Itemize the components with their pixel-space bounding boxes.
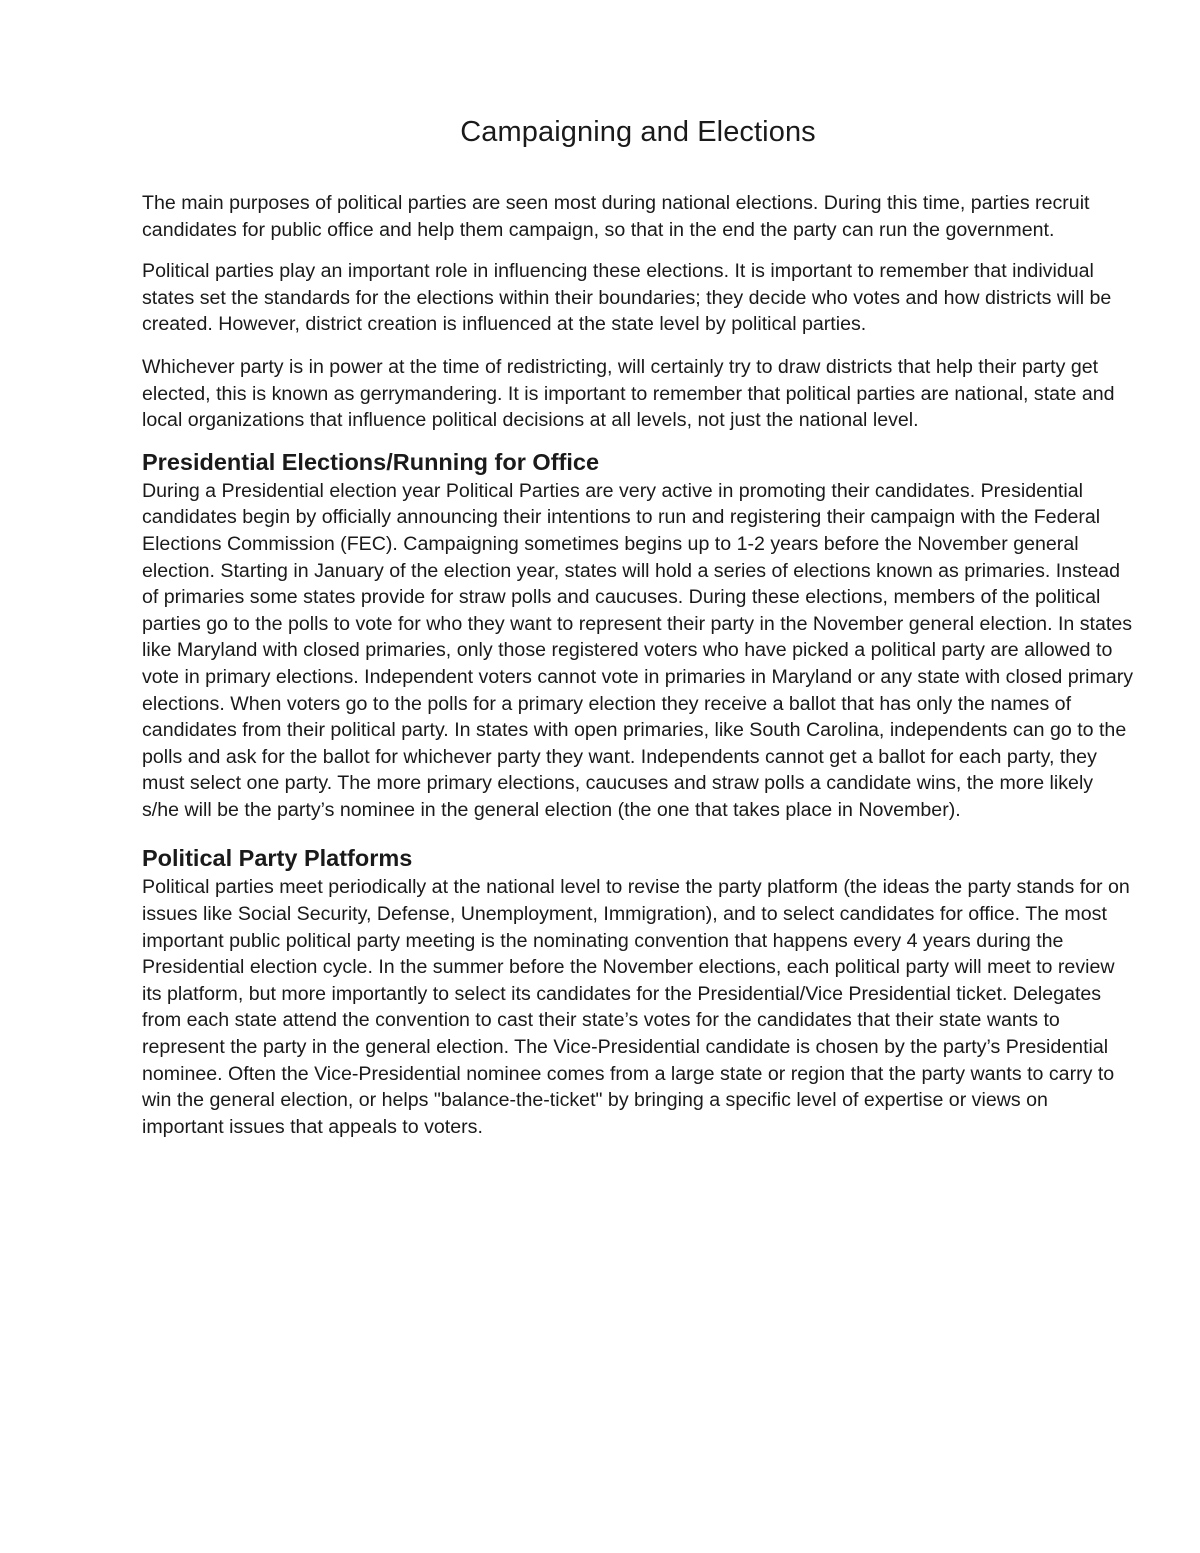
intro-paragraph-3: Whichever party is in power at the time of redistricting, will certainly try to draw districts that help their party get elected, this is known as gerrymandering. It is important to remember that political parties are national, state and local organizations that influence political decisions at all levels, not just the national level.: [142, 355, 1115, 432]
section-body-presidential-elections: During a Presidential election year Political Parties are very active in promoting their candidates. Presidential candidates begin by officially announcing their intentions to run and registering their campaign with the Federal Elections Commission (FEC). Campaigning sometimes begins up to 1-2 years before the November general election. Starting in January of the election year, states will hold a series of elections known as primaries. Instead of primaries some states provide for straw polls and caucuses. During these elections, members of the political parties go to the polls to vote for who they want to represent their party in the November general election. In states like Maryland with closed primaries, only those registered voters who have picked a political party are allowed to vote in primary elections. Independent voters cannot vote in primaries in Maryland or any state with closed primary elections. When voters go to the polls for a primary election they receive a ballot that has only the names of candidates from their political party. In states with open primaries, like South Carolina, independents can go to the polls and ask for the ballot for whichever party they want. Independents cannot get a ballot for each party, they must select one party. The more primary elections, caucuses and straw polls a candidate wins, the more likely s/he will be the party’s nominee in the general election (the one that takes place in November).: [142, 479, 1134, 821]
intro-paragraph-2: Political parties play an important role in influencing these elections. It is important to remember that individual states set the standards for the elections within their boundaries; they decide who votes and how districts will be created. However, district creation is influenced at the state level by political parties.: [142, 260, 1112, 336]
section-body-party-platforms: Political parties meet periodically at the national level to revise the party platform (the ideas the party stands for on issues like Social Security, Defense, Unemployment, Immigration), and to select candidates for office. The most important public political party meeting is the nominating convention that happens every 4 years during the Presidential election cycle. In the summer before the November elections, each political party will meet to review its platform, but more importantly to select its candidates for the Presidential/Vice Presidential ticket. Delegates from each state attend the convention to cast their state’s votes for the candidates that their state wants to represent the party in the general election. The Vice-Presidential candidate is chosen by the party’s Presidential nominee. Often the Vice-Presidential nominee comes from a large state or region that the party wants to carry to win the general election, or helps "balance-the-ticket" by bringing a specific level of expertise or views on important issues that appeals to voters.: [142, 876, 1130, 1138]
section-heading-presidential-elections: Presidential Elections/Running for Office: [142, 448, 600, 475]
document-title: Campaigning and Elections: [460, 116, 816, 148]
document-page: [142, 112, 1134, 1140]
intro-paragraph-1: The main purposes of political parties are seen most during national elections. During this time, parties recruit candidates for public office and help them campaign, so that in the end the party can run the government.: [142, 192, 1090, 241]
section-heading-party-platforms: Political Party Platforms: [142, 845, 413, 872]
